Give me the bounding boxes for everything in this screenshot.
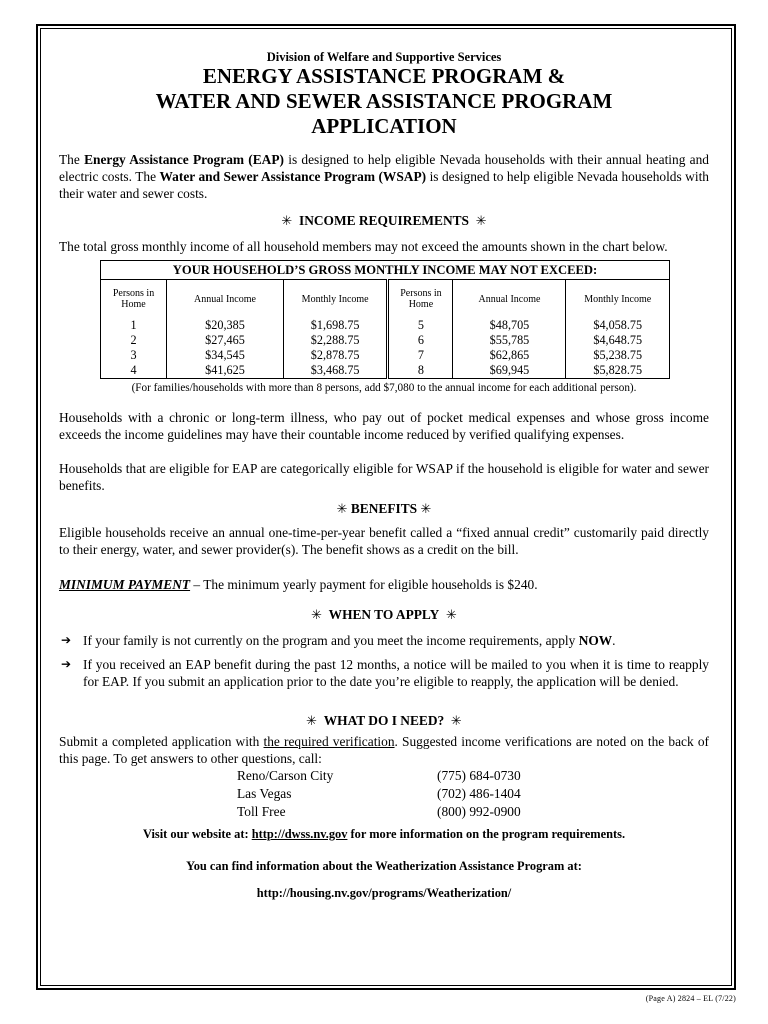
weatherization-link[interactable]: http://housing.nv.gov/programs/Weatherization/ — [256, 886, 512, 900]
column-header: Monthly Income — [566, 280, 670, 319]
contact-phone: (775) 684-0730 — [437, 768, 521, 783]
table-cell: $2,878.75 — [283, 348, 387, 363]
benefits-paragraph: Eligible households receive an annual one-time-per-year benefit called a “fixed annual credit” customarily paid directly to their energy, water, and sewer provider(s). The benefit shows as a credit on the bill. — [59, 525, 709, 557]
contact-place: Las Vegas — [237, 786, 292, 801]
table-cell: 3 — [101, 348, 167, 363]
table-cell: $41,625 — [167, 363, 284, 379]
asterisk-icon: ✳ — [450, 714, 462, 729]
list-item — [237, 767, 709, 785]
contact-phone: (702) 486-1404 — [437, 786, 521, 801]
table-row — [101, 333, 670, 348]
weatherization-text: You can find information about the Weatherization Assistance Program at: — [186, 859, 582, 873]
table-cell: 2 — [101, 333, 167, 348]
column-header: Monthly Income — [283, 280, 387, 319]
categorical-eligibility-paragraph: Households that are eligible for EAP are categorically eligible for WSAP if the household is eligible for water and sewer benefits. — [59, 461, 709, 493]
income-table-note: (For families/households with more than 8 persons, add $7,080 to the annual income for each additional person). — [131, 382, 637, 394]
table-cell: $62,865 — [453, 348, 566, 363]
what-do-i-need-heading: ✳ WHAT DO I NEED? ✳ — [306, 713, 462, 729]
income-table-caption: YOUR HOUSEHOLD’S GROSS MONTHLY INCOME MAY NOT EXCEED: — [101, 261, 670, 280]
reapply-text: If you received an EAP benefit during the past 12 months, a notice will be mailed to you when it is time to reapply for EAP. If you submit an application prior to the date you’re eligible to reapply, the application will be denied. — [83, 657, 709, 689]
dwss-website-link[interactable]: http://dwss.nv.gov — [251, 827, 348, 841]
table-cell: $69,945 — [453, 363, 566, 379]
table-cell: 5 — [388, 318, 453, 333]
table-cell: $3,468.75 — [283, 363, 387, 379]
table-cell: 1 — [101, 318, 167, 333]
table-cell: 4 — [101, 363, 167, 379]
table-cell: $55,785 — [453, 333, 566, 348]
table-cell: $5,238.75 — [566, 348, 670, 363]
need-paragraph: Submit a completed application with the required verification. Suggested income verifications are noted on the back of this page. To get answers to other questions, call: — [59, 734, 709, 766]
asterisk-icon: ✳ — [336, 502, 348, 517]
contact-place: Reno/Carson City — [237, 768, 334, 783]
table-cell: 8 — [388, 363, 453, 379]
asterisk-icon: ✳ — [475, 214, 487, 229]
income-text: The total gross monthly income of all household members may not exceed the amounts shown in the chart below. — [59, 239, 668, 254]
minimum-payment-paragraph: MINIMUM PAYMENT – The minimum yearly payment for eligible households is $240. — [59, 577, 538, 592]
column-header: Annual Income — [453, 280, 566, 319]
table-cell: $2,288.75 — [283, 333, 387, 348]
column-header: Persons in Home — [388, 280, 453, 319]
income-table — [100, 260, 670, 379]
table-cell: $5,828.75 — [566, 363, 670, 379]
list-item — [59, 656, 709, 690]
contact-phone: (800) 992-0900 — [437, 804, 521, 819]
asterisk-icon: ✳ — [420, 502, 432, 517]
table-cell: $20,385 — [167, 318, 284, 333]
table-cell: $4,058.75 — [566, 318, 670, 333]
table-cell: $1,698.75 — [283, 318, 387, 333]
income-requirements-heading: ✳ INCOME REQUIREMENTS ✳ — [281, 213, 487, 229]
when-to-apply-heading: ✳ WHEN TO APPLY ✳ — [311, 607, 457, 623]
apply-now-text: If your family is not currently on the program and you meet the income requirements, apply NOW. — [83, 633, 616, 648]
benefits-heading: ✳ BENEFITS ✳ — [336, 501, 432, 517]
website-line: Visit our website at: http://dwss.nv.gov for more information on the program requirements. — [142, 827, 626, 841]
contact-list — [237, 767, 709, 821]
income-table-header — [101, 280, 670, 319]
table-cell: 7 — [388, 348, 453, 363]
form-number: (Page A) 2824 – EL (7/22) — [645, 994, 736, 1003]
document-body — [59, 50, 709, 902]
table-row — [101, 318, 670, 333]
title-line-3: APPLICATION — [311, 114, 457, 138]
column-header: Annual Income — [167, 280, 284, 319]
table-cell: $27,465 — [167, 333, 284, 348]
department-name: Division of Welfare and Supportive Services — [266, 50, 502, 64]
asterisk-icon: ✳ — [446, 608, 457, 623]
intro-paragraph: The Energy Assistance Program (EAP) is designed to help eligible Nevada households with their annual heating and electric costs. The Water and Sewer Assistance Program (WSAP) is designed to help eligible Nevada households with their water and sewer costs. — [59, 152, 709, 201]
list-item — [59, 632, 709, 649]
list-item — [237, 803, 709, 821]
column-header: Persons in Home — [101, 280, 167, 319]
arrow-right-icon: ➔ — [61, 657, 72, 671]
title-line-1: ENERGY ASSISTANCE PROGRAM & — [202, 64, 566, 88]
contact-place: Toll Free — [237, 804, 286, 819]
title-line-2: WATER AND SEWER ASSISTANCE PROGRAM — [155, 89, 613, 113]
asterisk-icon: ✳ — [311, 608, 322, 623]
asterisk-icon: ✳ — [281, 214, 293, 229]
list-item — [237, 785, 709, 803]
table-cell: 6 — [388, 333, 453, 348]
minimum-payment-label: MINIMUM PAYMENT — [59, 577, 191, 592]
table-cell: $4,648.75 — [566, 333, 670, 348]
asterisk-icon: ✳ — [306, 714, 318, 729]
chronic-illness-paragraph: Households with a chronic or long-term illness, who pay out of pocket medical expenses and whose gross income exceeds the income guidelines may have their countable income reduced by verified qualifying expenses. — [59, 410, 709, 442]
table-cell: $34,545 — [167, 348, 284, 363]
required-verification-link[interactable]: the required verification — [263, 734, 395, 749]
table-cell: $48,705 — [453, 318, 566, 333]
table-row — [101, 363, 670, 379]
table-row — [101, 348, 670, 363]
arrow-right-icon: ➔ — [61, 633, 72, 647]
